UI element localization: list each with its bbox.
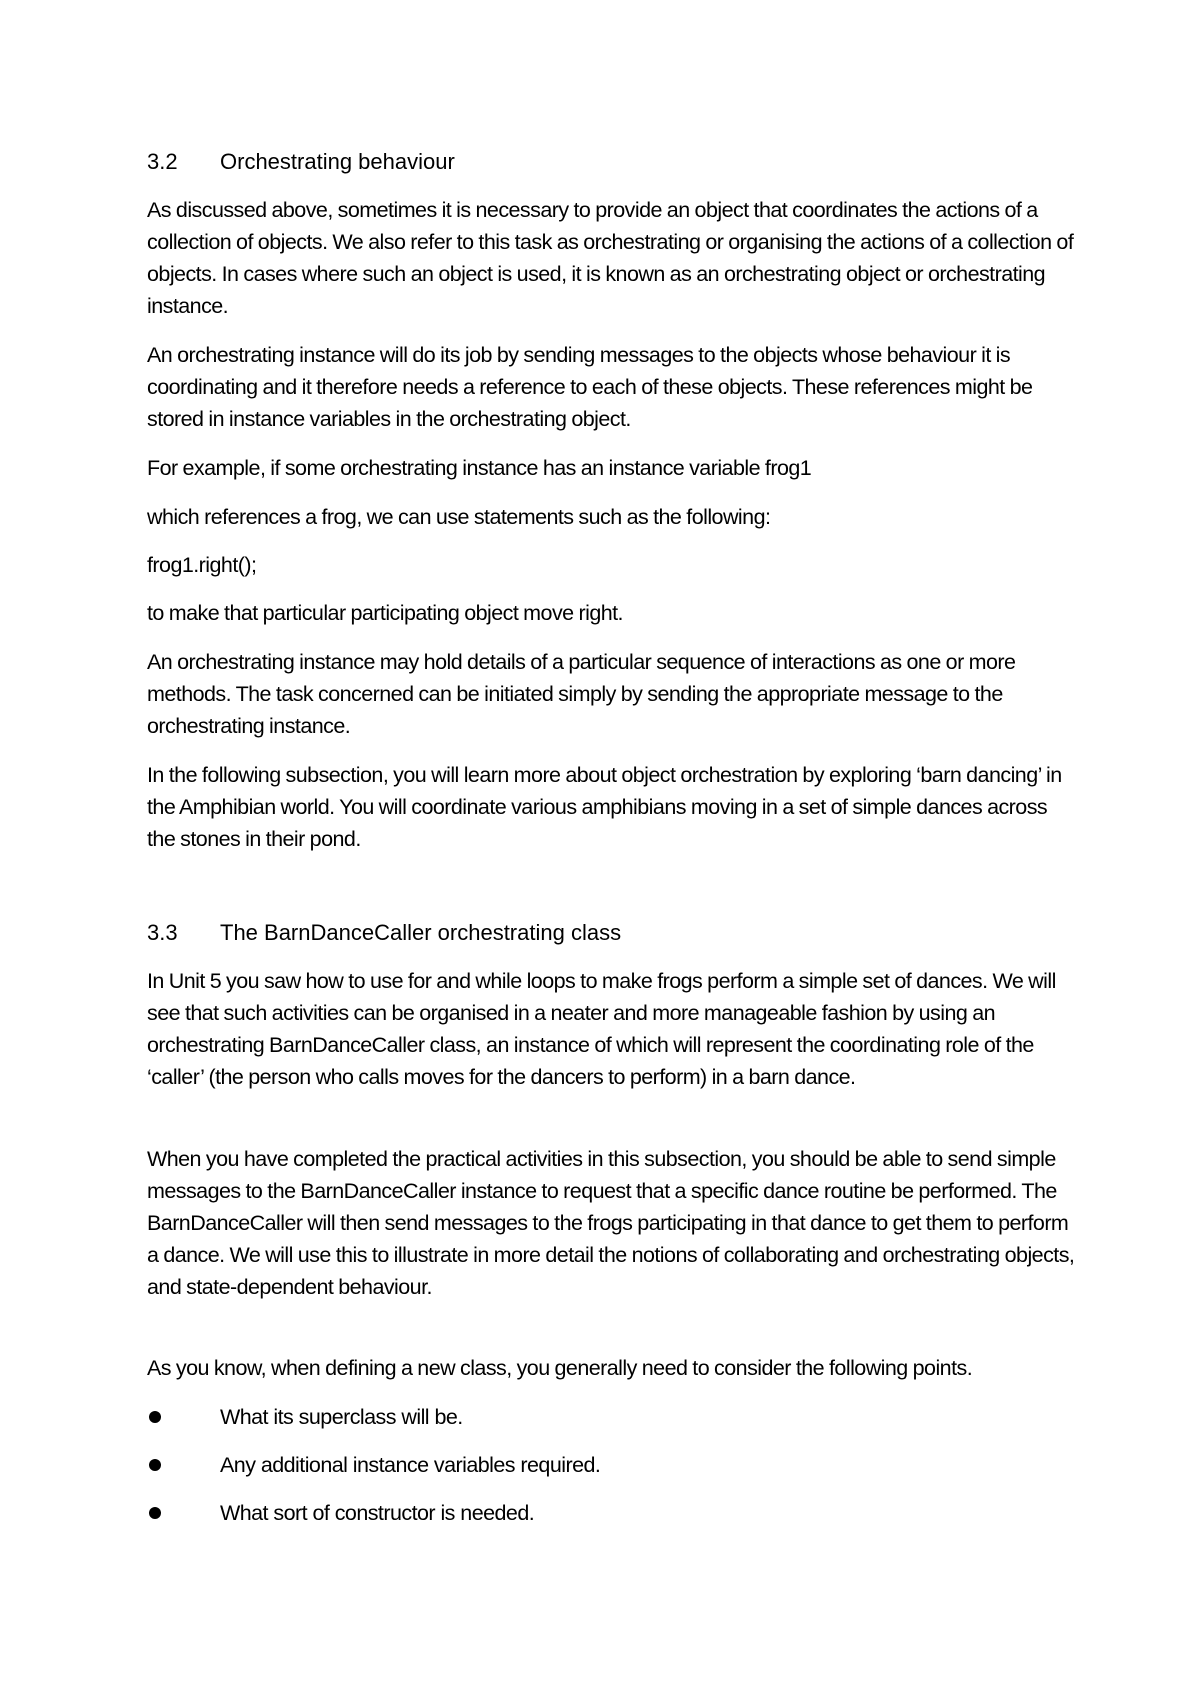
paragraph-text: As you know, when defining a new class, you generally need to consider the following points.: [147, 1356, 973, 1380]
section-number: 3.2: [147, 149, 178, 174]
bullet-text: Any additional instance variables required.: [220, 1453, 601, 1477]
bullet-dot-icon: [149, 1411, 161, 1423]
section-title: Orchestrating behaviour: [220, 149, 455, 174]
section-heading-3-2: [147, 146, 455, 178]
paragraph: [147, 759, 1077, 855]
paragraph: [147, 452, 1077, 484]
bullet-text: What its superclass will be.: [220, 1405, 463, 1429]
code-text: frog1.right();: [147, 553, 257, 577]
paragraph: [147, 1352, 1077, 1384]
paragraph-text: An orchestrating instance will do its job by sending messages to the objects whose behaviour it is coordinating and it therefore needs a reference to each of these objects. These references might be stored in instance variables in the orchestrating object.: [147, 343, 1033, 431]
code-statement: [147, 549, 1077, 581]
paragraph: [147, 194, 1077, 322]
bullet-text: What sort of constructor is needed.: [220, 1501, 535, 1525]
paragraph: [147, 339, 1077, 435]
paragraph: [147, 1143, 1077, 1303]
paragraph-text: In Unit 5 you saw how to use for and while loops to make frogs perform a simple set of dances. We will see that such activities can be organised in a neater and more manageable fashion by using an orchestrating BarnDanceCaller class, an instance of which will represent the coordinating role of the ‘caller’ (the person who calls moves for the dancers to perform) in a barn dance.: [147, 969, 1056, 1089]
paragraph-text: For example, if some orchestrating instance has an instance variable frog1: [147, 456, 812, 480]
paragraph: [147, 501, 1077, 533]
section-number: 3.3: [147, 920, 178, 945]
section-title: The BarnDanceCaller orchestrating class: [220, 920, 622, 945]
paragraph-text: An orchestrating instance may hold details of a particular sequence of interactions as one or more methods. The task concerned can be initiated simply by sending the appropriate message to the orchestrating instance.: [147, 650, 1016, 738]
bullet-dot-icon: [149, 1507, 161, 1519]
section-heading-3-3: [147, 917, 621, 949]
paragraph-text: When you have completed the practical activities in this subsection, you should be able to send simple messages to the BarnDanceCaller instance to request that a specific dance routine be performed. The BarnDanceCaller will then send messages to the frogs participating in that dance to get them to perform a dance. We will use this to illustrate in more detail the notions of collaborating and orchestrating objects, and state-dependent behaviour.: [147, 1147, 1075, 1299]
paragraph-text: to make that particular participating object move right.: [147, 601, 623, 625]
paragraph: [147, 597, 1077, 629]
paragraph: [147, 965, 1077, 1093]
paragraph-text: As discussed above, sometimes it is necessary to provide an object that coordinates the actions of a collection of objects. We also refer to this task as orchestrating or organising the actions of a collection of objects. In cases where such an object is used, it is known as an orchestrating object or orchestrating instance.: [147, 198, 1074, 318]
paragraph-text: In the following subsection, you will learn more about object orchestration by exploring ‘barn dancing’ in the Amphibian world. You will coordinate various amphibians moving in a set of simple dances across the stones in their pond.: [147, 763, 1062, 851]
bullet-dot-icon: [149, 1459, 161, 1471]
paragraph: [147, 646, 1077, 742]
paragraph-text: which references a frog, we can use statements such as the following:: [147, 505, 771, 529]
